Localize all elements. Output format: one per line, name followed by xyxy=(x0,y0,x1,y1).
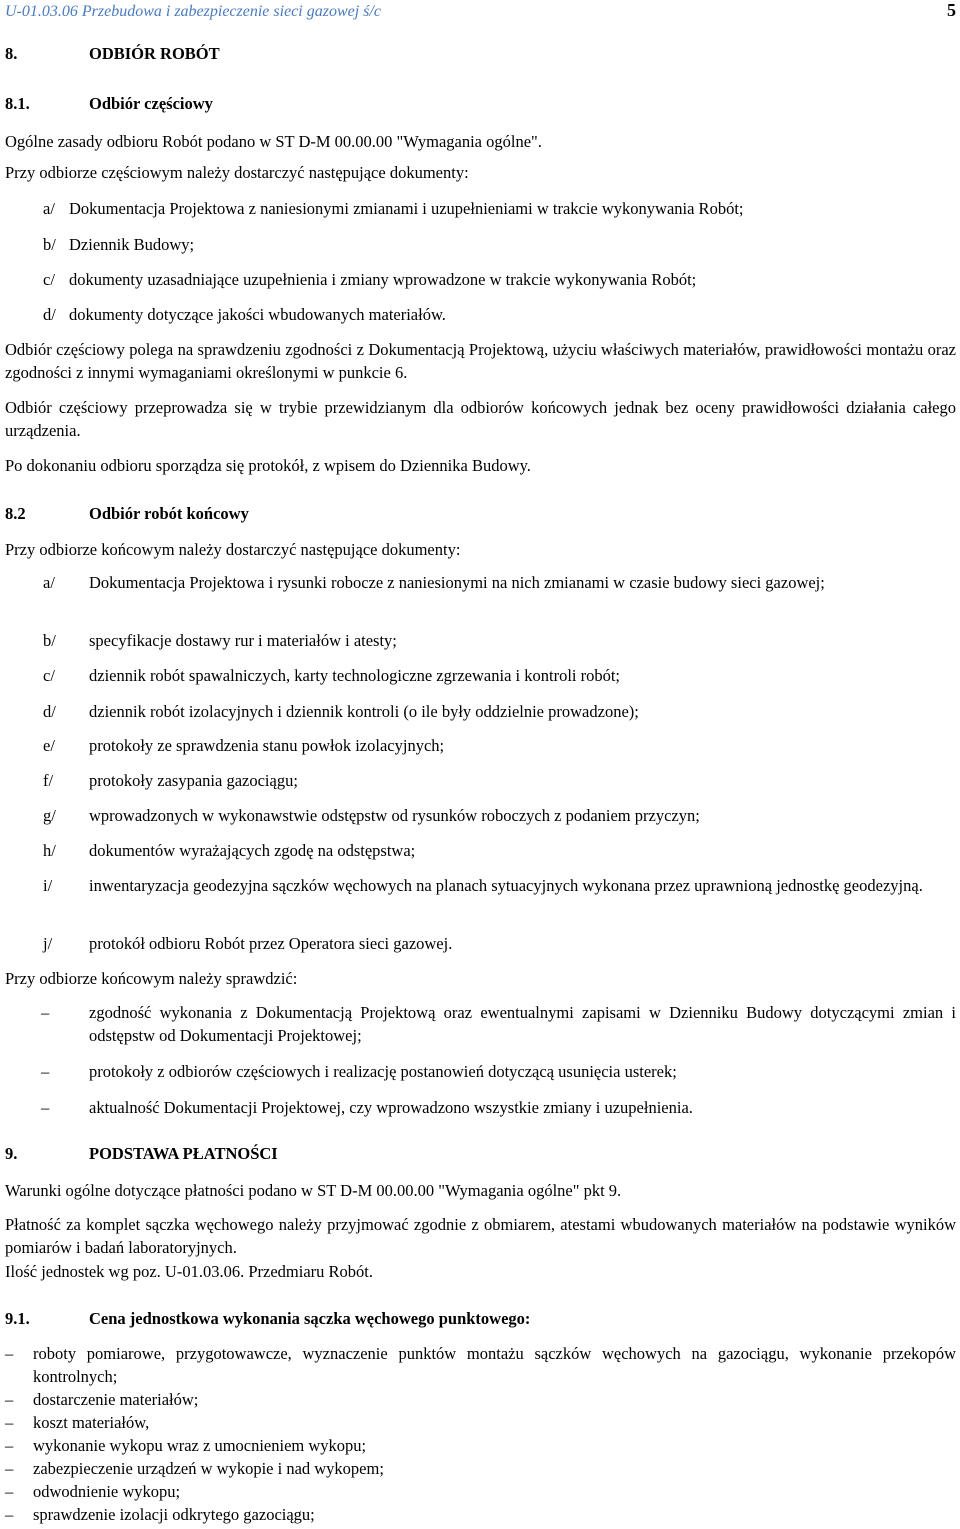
item-text: koszt materiałów, xyxy=(33,1413,150,1432)
item-label: c/ xyxy=(43,666,55,685)
item-text: Dokumentacja Projektowa i rysunki robocze z naniesionymi na nich zmianami w czasie budowy sieci gazowej; xyxy=(89,573,825,592)
page-number: 5 xyxy=(947,0,956,20)
item-text: protokoły ze sprawdzenia stanu powłok izolacyjnych; xyxy=(89,736,445,755)
item-text: zgodność wykonania z Dokumentacją Projektową oraz ewentualnymi zapisami w Dzienniku Budowy dotyczącymi zmian i odstępstw od Dokumentacji Projektowej; xyxy=(89,1003,956,1045)
item-label: a/ xyxy=(43,573,55,592)
item-text: odwodnienie wykopu; xyxy=(33,1482,181,1501)
dash-bullet: – xyxy=(5,1505,14,1524)
item-label: d/ xyxy=(43,305,56,324)
item-label: b/ xyxy=(43,235,56,254)
section-number: 8.2 xyxy=(5,504,26,523)
item-label: h/ xyxy=(43,841,56,860)
item-text: dziennik robót izolacyjnych i dziennik kontroli (o ile były oddzielnie prowadzone); xyxy=(89,702,639,721)
section-8-2-heading xyxy=(5,502,956,525)
item-text: wprowadzonych w wykonawstwie odstępstw od rysunków roboczych z podaniem przyczyn; xyxy=(89,806,700,825)
paragraph: Ilość jednostek wg poz. U-01.03.06. Przedmiaru Robót. xyxy=(5,1262,373,1281)
item-text: zabezpieczenie urządzeń w wykopie i nad wykopem; xyxy=(33,1459,384,1478)
item-label: b/ xyxy=(43,631,56,650)
item-text: inwentaryzacja geodezyjna sączków węchowych na planach sytuacyjnych wykonana przez uprawnioną jednostkę geodezyjną. xyxy=(89,876,923,895)
paragraph: Przy odbiorze częściowym należy dostarczyć następujące dokumenty: xyxy=(5,163,469,182)
paragraph: Przy odbiorze końcowym należy sprawdzić: xyxy=(5,969,298,988)
item-label: a/ xyxy=(43,199,55,218)
item-text: aktualność Dokumentacji Projektowej, czy wprowadzono wszystkie zmiany i uzupełnienia. xyxy=(89,1098,693,1117)
item-text: dostarczenie materiałów; xyxy=(33,1390,199,1409)
item-text: protokoły zasypania gazociągu; xyxy=(89,771,298,790)
dash-bullet: – xyxy=(41,1062,50,1081)
section-title: Odbiór robót końcowy xyxy=(89,504,249,523)
item-text: dokumenty uzasadniające uzupełnienia i zmiany wprowadzone w trakcie wykonywania Robót; xyxy=(69,270,697,289)
section-9-1-heading xyxy=(5,1307,956,1330)
section-title: ODBIÓR ROBÓT xyxy=(89,44,220,63)
item-text: Dziennik Budowy; xyxy=(69,235,195,254)
paragraph: Warunki ogólne dotyczące płatności podano w ST D-M 00.00.00 "Wymagania ogólne" pkt 9. xyxy=(5,1181,622,1200)
dash-bullet: – xyxy=(5,1390,14,1409)
item-label: d/ xyxy=(43,702,56,721)
paragraph: Po dokonaniu odbioru sporządza się protokół, z wpisem do Dziennika Budowy. xyxy=(5,456,531,475)
section-title: PODSTAWA PŁATNOŚCI xyxy=(89,1144,278,1163)
dash-bullet: – xyxy=(41,1003,50,1022)
item-text: specyfikacje dostawy rur i materiałów i atesty; xyxy=(89,631,397,650)
paragraph: Odbiór częściowy polega na sprawdzeniu zgodności z Dokumentacją Projektową, użyciu właściwych materiałów, prawidłowości montażu oraz zgodności z innymi wymaganiami określonymi w punkcie 6. xyxy=(5,340,956,382)
section-8-1-heading xyxy=(5,92,956,115)
item-text: dziennik robót spawalniczych, karty technologiczne zgrzewania i kontroli robót; xyxy=(89,666,621,685)
section-number: 9. xyxy=(5,1144,18,1163)
dash-bullet: – xyxy=(5,1344,14,1363)
item-label: f/ xyxy=(43,771,54,790)
dash-bullet: – xyxy=(5,1436,14,1455)
section-title: Cena jednostkowa wykonania sączka węchowego punktowego: xyxy=(89,1309,531,1328)
item-text: dokumentów wyrażających zgodę na odstępstwa; xyxy=(89,841,416,860)
item-label: g/ xyxy=(43,806,56,825)
dash-bullet: – xyxy=(41,1098,50,1117)
paragraph: Płatność za komplet sączka węchowego należy przyjmować zgodnie z obmiarem, atestami wbudowanych materiałów na podstawie wyników pomiarów i badań laboratoryjnych. xyxy=(5,1215,956,1257)
item-text: dokumenty dotyczące jakości wbudowanych materiałów. xyxy=(69,305,446,324)
dash-bullet: – xyxy=(5,1459,14,1478)
paragraph: Przy odbiorze końcowym należy dostarczyć następujące dokumenty: xyxy=(5,540,461,559)
dash-bullet: – xyxy=(5,1413,14,1432)
section-number: 8. xyxy=(5,44,18,63)
section-title: Odbiór częściowy xyxy=(89,94,213,113)
item-label: e/ xyxy=(43,736,55,755)
document-code: U-01.03.06 Przebudowa i zabezpieczenie sieci gazowej ś/c xyxy=(5,3,381,20)
item-label: j/ xyxy=(43,934,53,953)
item-text: roboty pomiarowe, przygotowawcze, wyznaczenie punktów montażu sączków węchowych na gazociągu, wykonanie przekopów kontrolnych; xyxy=(33,1344,956,1386)
dash-bullet: – xyxy=(5,1482,14,1501)
section-9-heading xyxy=(5,1142,956,1165)
item-label: i/ xyxy=(43,876,53,895)
section-8-heading xyxy=(5,42,956,65)
paragraph: Ogólne zasady odbioru Robót podano w ST D-M 00.00.00 "Wymagania ogólne". xyxy=(5,132,542,151)
section-number: 8.1. xyxy=(5,94,30,113)
item-text: protokoły z odbiorów częściowych i realizację postanowień dotyczącą usunięcia usterek; xyxy=(89,1062,677,1081)
paragraph: Odbiór częściowy przeprowadza się w trybie przewidzianym dla odbiorów końcowych jednak bez oceny prawidłowości działania całego urządzenia. xyxy=(5,398,956,440)
item-label: c/ xyxy=(43,270,55,289)
page-header xyxy=(5,0,956,24)
item-text: protokół odbioru Robót przez Operatora sieci gazowej. xyxy=(89,934,453,953)
item-text: wykonanie wykopu wraz z umocnieniem wykopu; xyxy=(33,1436,367,1455)
item-text: sprawdzenie izolacji odkrytego gazociągu; xyxy=(33,1505,315,1524)
section-number: 9.1. xyxy=(5,1309,30,1328)
item-text: Dokumentacja Projektowa z naniesionymi zmianami i uzupełnieniami w trakcie wykonywania Robót; xyxy=(69,199,744,218)
